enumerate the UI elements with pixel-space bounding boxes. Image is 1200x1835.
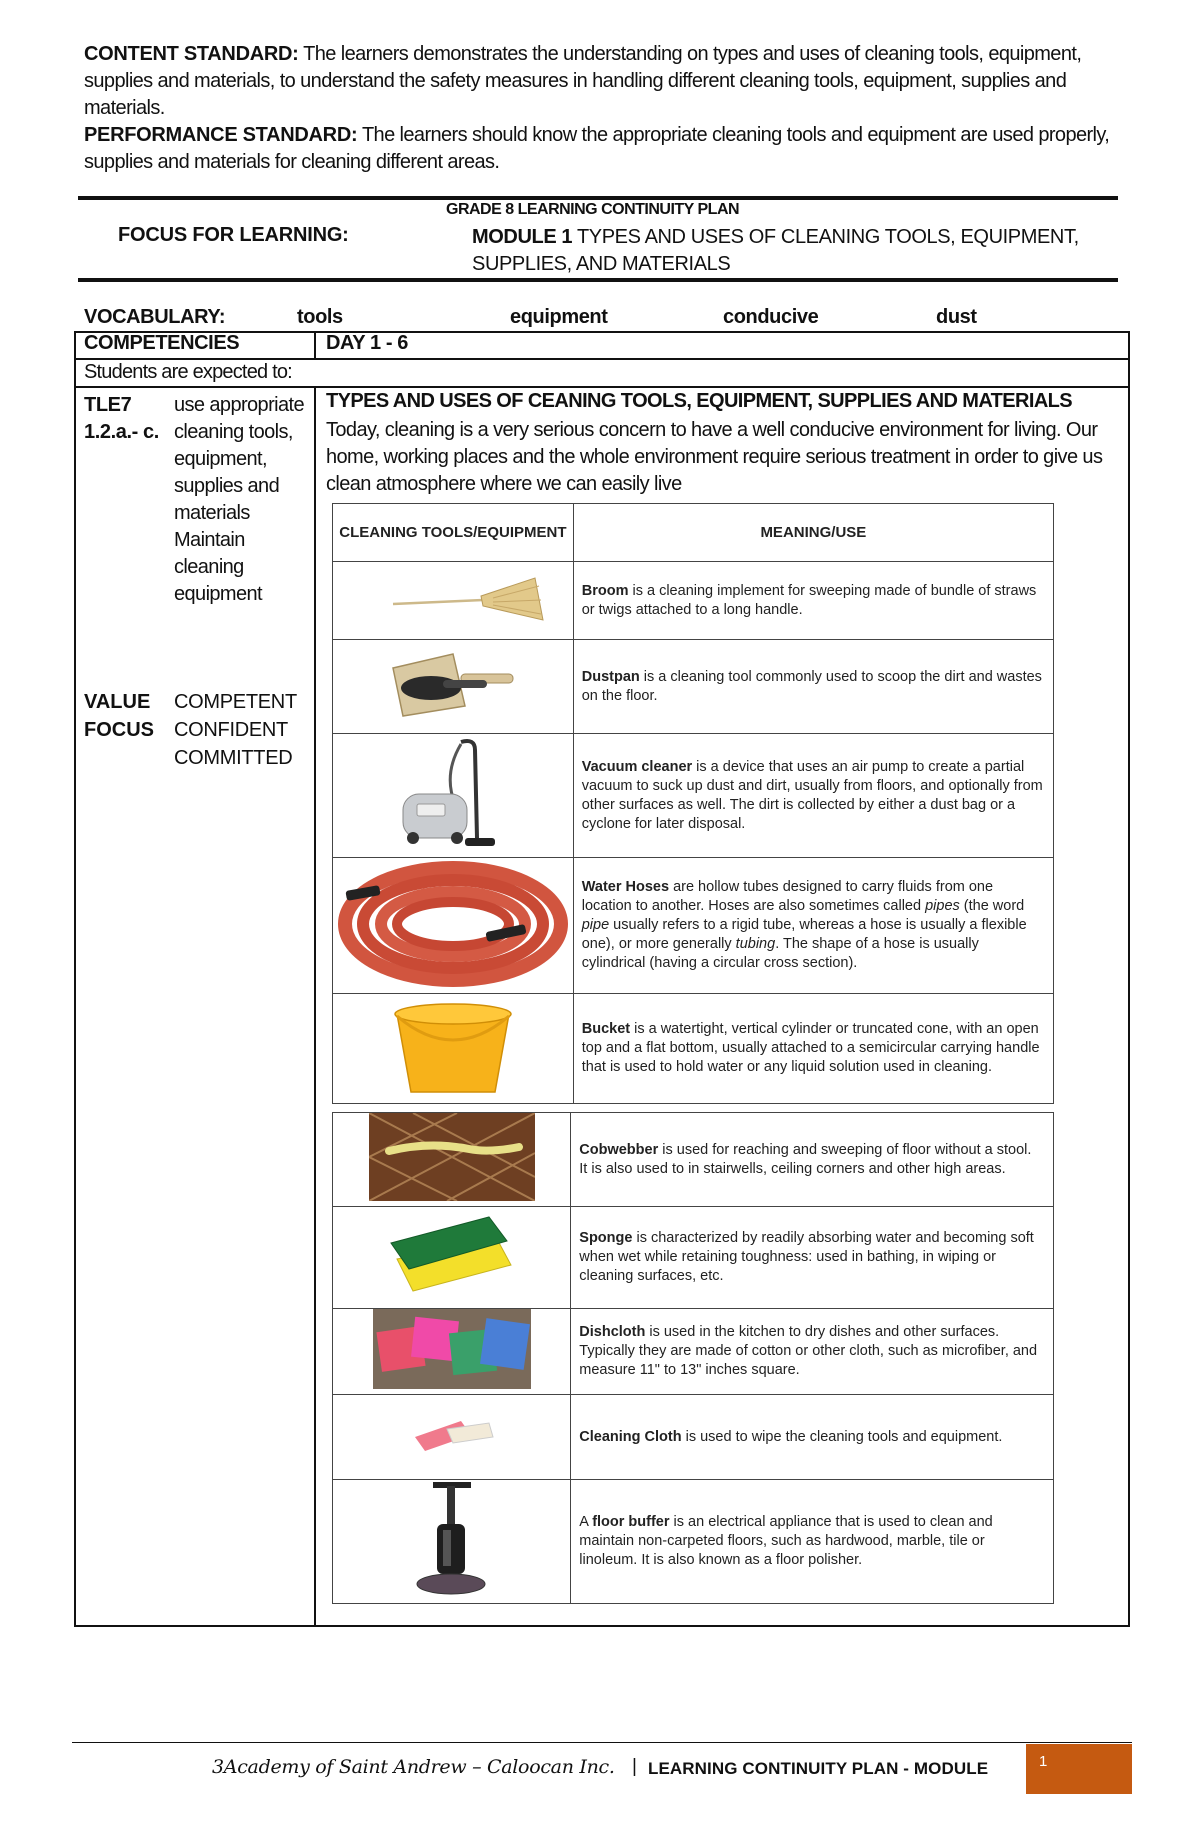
- footer-plan-title: LEARNING CONTINUITY PLAN - MODULE: [648, 1759, 989, 1778]
- table-row: [333, 1309, 1054, 1395]
- content-standard-text: The learners demonstrates the understanding on types and uses of cleaning tools, equipment, supplies and materials, to understand the safety measures in handling different cleaning tools, equipment, supplies and materials.: [84, 43, 1082, 119]
- tool-text: is characterized by readily absorbing water and becoming soft when wet while retaining toughness: used in bathing, in wiping or cleaning surfaces, etc.: [579, 1230, 1034, 1284]
- description: [573, 994, 1053, 1104]
- expected-text: Students are expected to:: [84, 361, 292, 383]
- tools-table-continued: [332, 1112, 1054, 1604]
- footer-divider: [72, 1742, 1132, 1743]
- value-list: [174, 688, 297, 772]
- tool-name: Sponge: [579, 1230, 633, 1246]
- performance-standard-text: The learners should know the appropriate cleaning tools and equipment are used properly, supplies and materials for cleaning different areas.: [84, 124, 1110, 173]
- value-item: COMPETENT: [174, 691, 297, 713]
- column-header-meaning: MEANING/USE: [573, 504, 1053, 562]
- table-row: [333, 640, 1054, 734]
- tool-text: is used to wipe the cleaning tools and equipment.: [681, 1428, 1003, 1445]
- tool-name: Bucket: [581, 1021, 631, 1037]
- description: [571, 1113, 1054, 1207]
- module-name: TYPES AND USES OF CLEANING TOOLS, EQUIPMENT, SUPPLIES, AND MATERIALS: [472, 226, 1079, 275]
- table-row: [333, 1480, 1054, 1604]
- table-row: [333, 1207, 1054, 1309]
- tool-name: Cleaning Cloth: [579, 1428, 682, 1445]
- tool-term: pipe: [581, 917, 610, 933]
- description: [571, 1480, 1054, 1604]
- value-item: CONFIDENT: [174, 719, 288, 741]
- tool-name: Cobwebber: [579, 1141, 659, 1158]
- tool-text: . The shape of a hose is usually cylindrical (having a circular cross section).: [581, 936, 979, 971]
- content-standard-label: CONTENT STANDARD:: [84, 43, 299, 65]
- vocab-word: dust: [936, 306, 977, 328]
- description: [573, 734, 1053, 858]
- value-item: COMMITTED: [174, 747, 293, 769]
- tool-text: A: [579, 1514, 593, 1530]
- description: [573, 640, 1053, 734]
- table-row: [333, 1113, 1054, 1207]
- competency-text: use appropriate cleaning tools, equipment, supplies and materials Maintain cleaning equipment: [174, 394, 304, 605]
- description: [571, 1309, 1054, 1395]
- floor-buffer-image: [333, 1480, 571, 1604]
- performance-standard: [84, 122, 1124, 176]
- vocab-word: conducive: [723, 306, 819, 328]
- bucket-image: [333, 994, 574, 1104]
- cobwebber-image: [333, 1113, 571, 1207]
- divider-bottom: [78, 278, 1118, 282]
- table-row: [333, 1395, 1054, 1480]
- vocab-word: tools: [297, 306, 343, 328]
- tool-text: is used for reaching and sweeping of floor without a stool. It is also used to in stairwells, ceiling corners and other high areas.: [579, 1141, 1032, 1177]
- vocab-word: equipment: [510, 306, 608, 328]
- tool-text: (the word: [959, 898, 1025, 914]
- tool-text: is an electrical appliance that is used to clean and maintain non-carpeted floors, such as hardwood, marble, tile or linoleum. It is also known as a floor polisher.: [579, 1514, 993, 1568]
- tool-name: Dustpan: [581, 668, 640, 685]
- tool-name: Water Hoses: [581, 879, 670, 895]
- module-label: MODULE 1: [472, 226, 573, 248]
- value-focus-label: VALUE FOCUS: [84, 691, 154, 741]
- content-standard: [84, 41, 1124, 122]
- sponge-image: [333, 1207, 571, 1309]
- description: [571, 1207, 1054, 1309]
- table-row: [333, 994, 1054, 1104]
- performance-standard-label: PERFORMANCE STANDARD:: [84, 124, 358, 146]
- description: [571, 1395, 1054, 1480]
- focus-label: FOCUS FOR LEARNING:: [118, 224, 349, 246]
- tool-text: usually refers to a rigid tube, whereas a hose is usually a flexible one), or more generally: [581, 917, 1027, 952]
- tool-name: Vacuum cleaner: [581, 758, 693, 775]
- divider-top: [78, 196, 1118, 200]
- table-row: [333, 734, 1054, 858]
- broom-image: [333, 562, 574, 640]
- tool-text: is a device that uses an air pump to create a partial vacuum to suck up dust and dirt, usually from floors, and optionally from other surfaces as well. The dirt is collected by either a dust bag or a cyclone for later disposal.: [581, 758, 1043, 832]
- footer-separator: |: [632, 1756, 637, 1777]
- grid-line: [314, 331, 316, 359]
- page-number: 1: [1039, 1753, 1048, 1770]
- day-header: DAY 1 - 6: [326, 332, 409, 354]
- grade-title: GRADE 8 LEARNING CONTINUITY PLAN: [446, 201, 740, 218]
- competencies-header: COMPETENCIES: [84, 332, 240, 354]
- tool-term: tubing: [735, 936, 776, 952]
- grid-line: [74, 386, 1130, 388]
- tool-text: is used in the kitchen to dry dishes and other surfaces. Typically they are made of cotton or other cloth, such as microfiber, and measure 11" to 13" inches square.: [579, 1324, 1038, 1378]
- tool-text: is a cleaning tool commonly used to scoop the dirt and wastes on the floor.: [581, 668, 1042, 704]
- footer-school: 3Academy of Saint Andrew – Caloocan Inc.: [212, 1756, 615, 1778]
- vocabulary-label: VOCABULARY:: [84, 306, 226, 328]
- tool-text: is a cleaning implement for sweeping made of bundle of straws or twigs attached to a long handle.: [581, 582, 1037, 618]
- tool-text: are hollow tubes designed to carry fluids from one location to another. Hoses are also sometimes called: [581, 879, 994, 914]
- module-title: [472, 224, 1112, 278]
- tool-term: pipes: [925, 898, 960, 914]
- tool-name: floor buffer: [592, 1514, 670, 1530]
- table-row: [333, 562, 1054, 640]
- description: [573, 858, 1053, 994]
- tool-name: Broom: [581, 582, 629, 599]
- dustpan-image: [333, 640, 574, 734]
- grid-line: [74, 358, 1130, 360]
- dishcloth-image: [333, 1309, 571, 1395]
- competency-code: TLE7 1.2.a.- c.: [84, 394, 159, 443]
- vacuum-cleaner-image: [333, 734, 574, 858]
- cleaning-cloth-image: [333, 1395, 571, 1480]
- section-title: TYPES AND USES OF CEANING TOOLS, EQUIPMENT, SUPPLIES AND MATERIALS: [326, 390, 1073, 412]
- water-hose-image: [333, 858, 574, 994]
- grid-line: [314, 386, 316, 1627]
- column-header-tools: CLEANING TOOLS/EQUIPMENT: [333, 504, 574, 562]
- description: [573, 562, 1053, 640]
- intro-paragraph: Today, cleaning is a very serious concern to have a well conducive environment for living. Our home, working places and the whole environment require serious treatment in order to give us clean atmosphere where we can easily live: [326, 419, 1103, 495]
- tool-text: is a watertight, vertical cylinder or truncated cone, with an open top and a flat bottom, usually attached to a semicircular carrying handle that is used to hold water or any liquid solution used in cleaning.: [581, 1021, 1040, 1075]
- table-row: [333, 858, 1054, 994]
- tool-name: Dishcloth: [579, 1324, 646, 1340]
- tools-table: [332, 503, 1054, 1104]
